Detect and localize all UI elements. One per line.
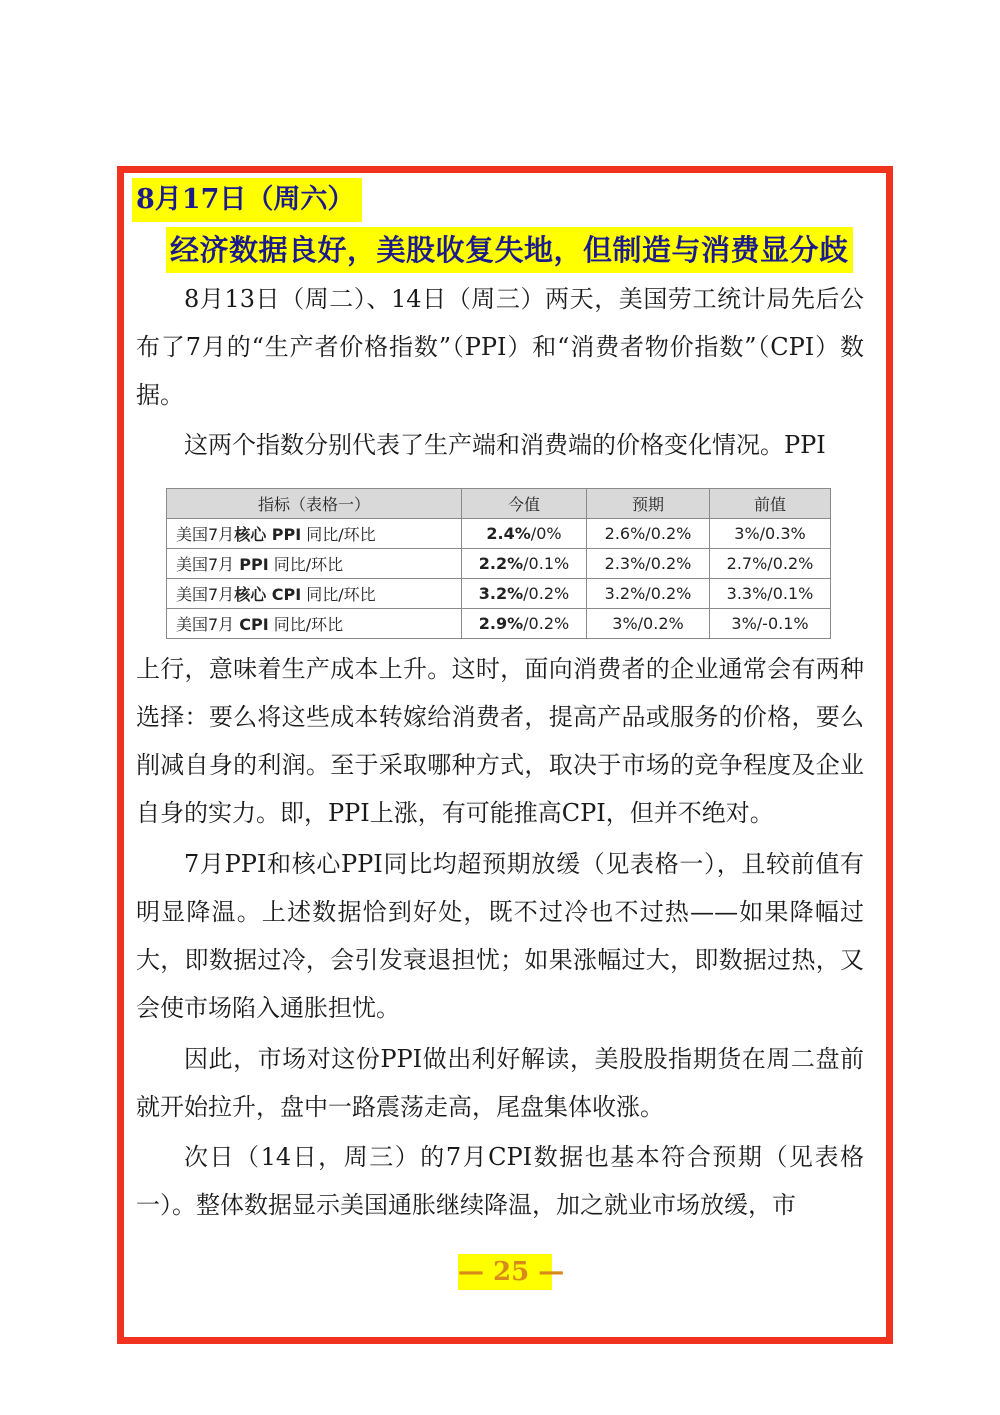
table-cell-previous: 3%/-0.1% — [710, 609, 831, 639]
table-header-expected: 预期 — [587, 489, 710, 519]
table-cell-current: 2.9%/0.2% — [462, 609, 587, 639]
paragraph-4: 7月PPI和核心PPI同比均超预期放缓（见表格一），且较前值有明显降温。上述数据恰到好处，既不过冷也不过热——如果降幅过大，即数据过冷，会引发衰退担忧；如果涨幅过大，即数据过热，又会使市场陷入通胀担忧。 — [136, 850, 864, 1022]
table-row — [167, 549, 831, 579]
table-cell-indicator: 美国7月 PPI 同比/环比 — [167, 549, 462, 579]
paragraph-3: 上行，意味着生产成本上升。这时，面向消费者的企业通常会有两种选择：要么将这些成本转嫁给消费者，提高产品或服务的价格，要么削减自身的利润。至于采取哪种方式，取决于市场的竞争程度及企业自身的实力。即，PPI上涨，有可能推高CPI，但并不绝对。 — [136, 655, 864, 827]
article-headline: 经济数据良好，美股收复失地，但制造与消费显分歧 — [166, 227, 853, 273]
table-cell-indicator: 美国7月核心 CPI 同比/环比 — [167, 579, 462, 609]
table-cell-expected: 3.2%/0.2% — [587, 579, 710, 609]
table-cell-current: 3.2%/0.2% — [462, 579, 587, 609]
table-header-indicator: 指标（表格一） — [167, 489, 462, 519]
table-row — [167, 519, 831, 549]
indicator-table — [166, 488, 831, 639]
page-number: — 25 — — [458, 1254, 552, 1290]
paragraph-2: 这两个指数分别代表了生产端和消费端的价格变化情况。PPI — [184, 431, 826, 459]
table-cell-previous: 3%/0.3% — [710, 519, 831, 549]
table-header-previous: 前值 — [710, 489, 831, 519]
table-cell-previous: 3.3%/0.1% — [710, 579, 831, 609]
table-cell-current: 2.2%/0.1% — [462, 549, 587, 579]
table-cell-expected: 3%/0.2% — [587, 609, 710, 639]
table-row — [167, 609, 831, 639]
table-cell-current: 2.4%/0% — [462, 519, 587, 549]
table-header-current: 今值 — [462, 489, 587, 519]
table-header-row — [167, 489, 831, 519]
table-cell-expected: 2.3%/0.2% — [587, 549, 710, 579]
paragraph-6: 次日（14日，周三）的7月CPI数据也基本符合预期（见表格一）。整体数据显示美国通胀继续降温，加之就业市场放缓，市 — [136, 1143, 864, 1219]
date-heading: 8月17日（周六） — [132, 178, 362, 222]
table-cell-expected: 2.6%/0.2% — [587, 519, 710, 549]
paragraph-5: 因此，市场对这份PPI做出利好解读，美股股指期货在周二盘前就开始拉升，盘中一路震荡走高，尾盘集体收涨。 — [136, 1045, 864, 1121]
table-row — [167, 579, 831, 609]
table-cell-indicator: 美国7月 CPI 同比/环比 — [167, 609, 462, 639]
table-cell-previous: 2.7%/0.2% — [710, 549, 831, 579]
table-cell-indicator: 美国7月核心 PPI 同比/环比 — [167, 519, 462, 549]
paragraph-1: 8月13日（周二）、14日（周三）两天，美国劳工统计局先后公布了7月的“生产者价格指数”（PPI）和“消费者物价指数”（CPI）数据。 — [136, 285, 864, 409]
